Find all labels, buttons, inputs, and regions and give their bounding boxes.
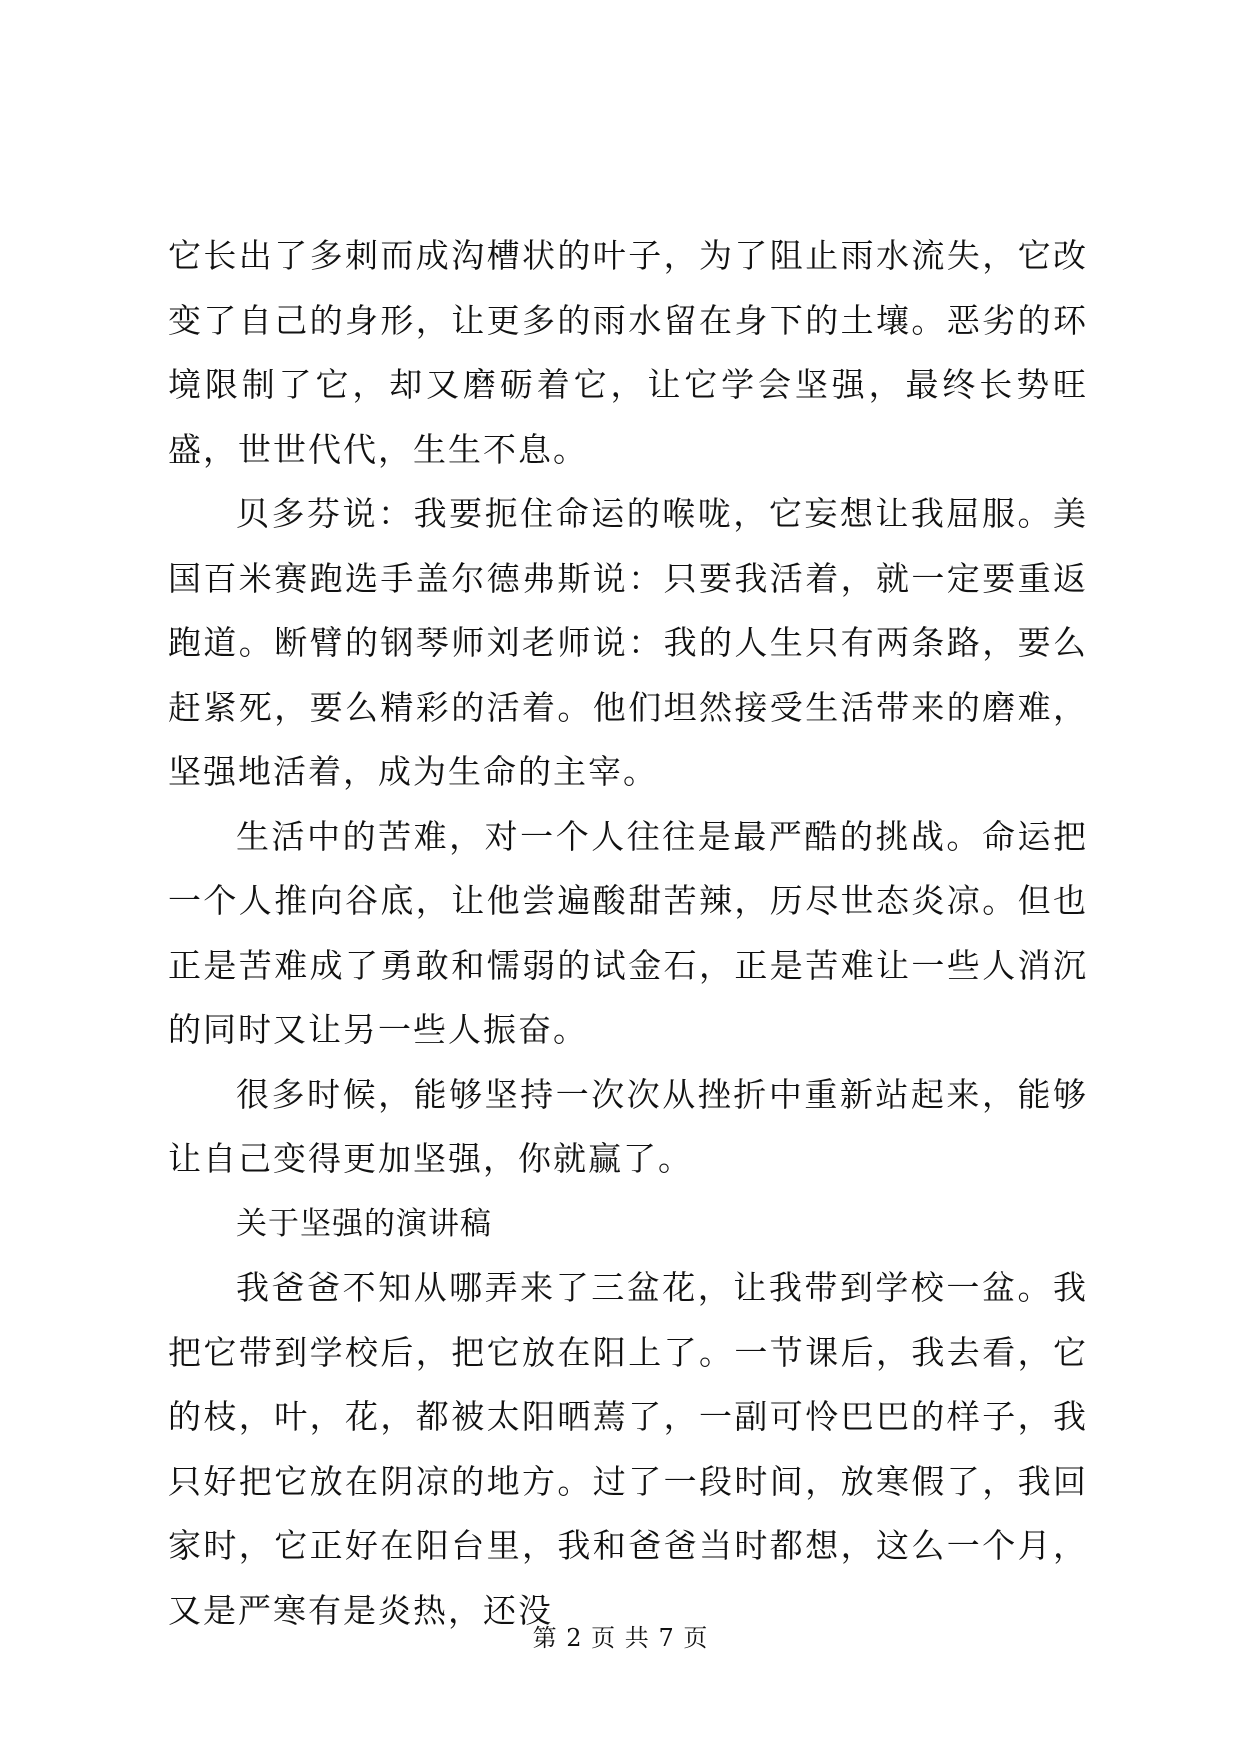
paragraph-hardship: 生活中的苦难，对一个人往往是最严酷的挑战。命运把一个人推向谷底，让他尝遍酸甜苦辣，历尽世态炎凉。但也正是苦难成了勇敢和懦弱的试金石，正是苦难让一些人消沉的同时又让另一些人振奋。	[168, 816, 1088, 1049]
paragraph-continuation: 它长出了多刺而成沟槽状的叶子，为了阻止雨水流失，它改变了自己的身形，让更多的雨水留在身下的土壤。恶劣的环境限制了它，却又磨砺着它，让它学会坚强，最终长势旺盛，世世代代，生生不息。	[168, 236, 1088, 469]
paragraph-beethoven: 贝多芬说：我要扼住命运的喉咙，它妄想让我屈服。美国百米赛跑选手盖尔德弗斯说：只要我活着，就一定要重返跑道。断臂的钢琴师刘老师说：我的人生只有两条路，要么赶紧死，要么精彩的活着。他们坦然接受生活带来的磨难，坚强地活着，成为生命的主宰。	[168, 494, 1088, 791]
paragraph-persistence: 很多时候，能够坚持一次次从挫折中重新站起来，能够让自己变得更加坚强，你就赢了。	[168, 1074, 1088, 1178]
page-footer: 第 2 页 共 7 页	[532, 1624, 709, 1652]
document-body	[168, 224, 1088, 1643]
paragraph-flower-story: 我爸爸不知从哪弄来了三盆花，让我带到学校一盆。我把它带到学校后，把它放在阳上了。一节课后，我去看，它的枝，叶，花，都被太阳晒蔫了，一副可怜巴巴的样子，我只好把它放在阴凉的地方。过了一段时间，放寒假了，我回家时，它正好在阳台里，我和爸爸当时都想，这么一个月，又是严寒有是炎热，还没	[168, 1268, 1088, 1630]
section-heading: 关于坚强的演讲稿	[236, 1205, 492, 1242]
